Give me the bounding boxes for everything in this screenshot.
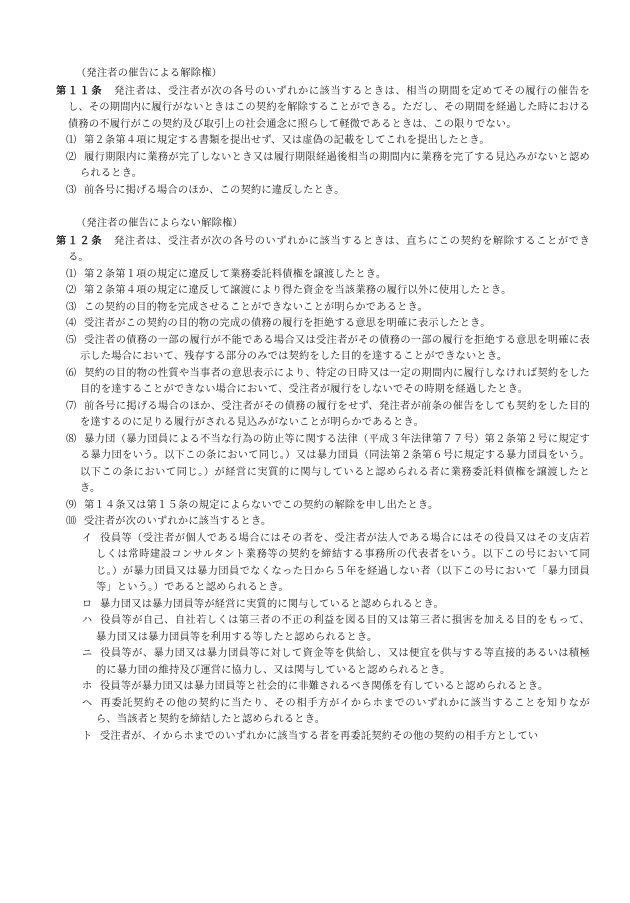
sub-item-label: ニ	[82, 648, 93, 659]
item-text: 第１４条又は第１５条の規定によらないでこの契約の解除を申し出たとき。	[84, 499, 439, 511]
article-12-item	[56, 333, 590, 366]
article-12-heading: （発注者の催告によらない解除権）	[76, 218, 243, 229]
article-12-item	[56, 366, 590, 399]
article-12-item	[56, 316, 590, 333]
article-11-item	[56, 133, 590, 150]
item-text: 第２条第４項の規定に違反して譲渡により得た資金を当該業務の履行以外に使用したとき。	[84, 285, 512, 296]
item-number: ⑺	[66, 400, 77, 412]
sub-item	[56, 597, 590, 614]
item-number: ⑴	[66, 135, 77, 146]
article-11-label: 第１１条	[56, 84, 104, 97]
item-number: ⑷	[66, 318, 77, 329]
item-text: 前各号に掲げる場合のほか、受注者がその債務の履行をせず、発注者が前条の催告をしても契約をした目的を達するのに足りる履行がされる見込みがないことが明らかであるとき。	[80, 400, 590, 428]
article-11-item	[56, 183, 590, 200]
sub-item	[56, 679, 590, 696]
item-text: 前各号に掲げる場合のほか、この契約に違反したとき。	[84, 184, 345, 196]
sub-item	[56, 531, 590, 597]
item-number: ⑽	[66, 516, 77, 527]
item-text: この契約の目的物を完成させることができないことが明らかであるとき。	[84, 301, 429, 313]
article-11-heading: （発注者の催告による解除権）	[76, 68, 223, 79]
sub-item-label: ハ	[82, 615, 93, 626]
sub-item	[56, 696, 590, 729]
sub-item	[56, 646, 590, 679]
item-number: ⑻	[66, 433, 77, 445]
item-text: 第２条第１項の規定に違反して業務委託料債権を譲渡したとき。	[84, 268, 387, 280]
article-12	[56, 233, 590, 267]
sub-item-label: イ	[82, 532, 93, 544]
item-text: 第２条第４項に規定する書類を提出せず、又は虚偽の記載をしてこれを提出したとき。	[84, 135, 490, 146]
article-12-item	[56, 432, 590, 498]
article-12-item	[56, 300, 590, 317]
item-number: ⑼	[66, 499, 77, 511]
sub-item-text: 役員等（受注者が個人である場合にはその者を、受注者が法人である場合にはその役員又はその支店若しくは常時建設コンサルタント業務等の契約を締結する事務所の代表者をいう。以下この号において同じ。）が暴力団員又は暴力団員でなくなった日から５年を経過しない者（以下この号において「暴力団員等」という。）であると認められるとき。	[96, 532, 590, 593]
item-number: ⑶	[66, 184, 77, 196]
article-12-item	[56, 514, 590, 531]
article-11-item	[56, 150, 590, 183]
article-11-text: 発注者は、受注者が次の各号のいずれかに該当するときは、相当の期間を定めてその履行の催告をし、その期間内に履行がないときはこの契約を解除することができる。ただし、その期間を経過した時における債務の不履行がこの契約及び取引上の社会通念に照らして軽微であるときは、この限りでない。	[68, 85, 590, 130]
item-number: ⑴	[66, 268, 77, 280]
article-11	[56, 83, 590, 134]
sub-item-label: ホ	[82, 681, 93, 692]
article-12-item	[56, 498, 590, 515]
sub-item-label: ヘ	[82, 697, 93, 709]
item-text: 契約の目的物の性質や当事者の意思表示により、特定の日時又は一定の期間内に履行しなければ契約をした目的を達することができない場合において、受注者が履行をしないでその時期を経過したとき。	[80, 367, 590, 395]
item-number: ⑵	[66, 151, 77, 163]
item-number: ⑹	[66, 367, 77, 379]
sub-item-text: 暴力団又は暴力団員等が経営に実質的に関与していると認められるとき。	[100, 598, 445, 610]
article-12-item	[56, 283, 590, 300]
item-text: 受注者がこの契約の目的物の完成の債務の履行を拒絶する意思を明確に表示したとき。	[84, 318, 491, 329]
article-12-item	[56, 399, 590, 432]
sub-item-text: 役員等が暴力団又は暴力団員等と社会的に非難されるべき関係を有していると認められるとき。	[100, 681, 549, 692]
article-12-text: 発注者は、受注者が次の各号のいずれかに該当するときは、直ちにこの契約を解除することができる。	[68, 235, 590, 263]
item-number: ⑵	[66, 285, 77, 296]
item-number: ⑸	[66, 334, 77, 346]
sub-item-text: 役員等が自己、自社若しくは第三者の不正の利益を図る目的又は第三者に損害を加える目的をもって、暴力団又は暴力団員等を利用する等したと認められるとき。	[96, 615, 590, 643]
sub-item-text: 受注者が、イからホまでのいずれかに該当する者を再委託契約その他の契約の相手方としてい	[100, 730, 539, 742]
sub-item-text: 役員等が、暴力団又は暴力団員等に対して資金等を供給し、又は便宜を供与する等直接的あるいは積極的に暴力団の維持及び運営に協力し、又は関与していると認められるとき。	[96, 648, 590, 676]
item-text: 履行期限内に業務が完了しないとき又は履行期限経過後相当の期間内に業務を完了する見込みがないと認められるとき。	[80, 151, 590, 179]
article-12-item	[56, 267, 590, 284]
sub-item	[56, 729, 590, 746]
item-number: ⑶	[66, 301, 77, 313]
sub-item-text: 再委託契約その他の契約に当たり、その相手方がイからホまでのいずれかに該当することを知りながら、当該者と契約を締結したと認められるとき。	[96, 697, 590, 725]
sub-item	[56, 613, 590, 646]
sub-item-label: ト	[82, 730, 93, 742]
item-text: 受注者が次のいずれかに該当するとき。	[84, 516, 272, 527]
article-12-label: 第１２条	[56, 234, 104, 247]
sub-item-label: ロ	[82, 598, 93, 610]
item-text: 暴力団（暴力団員による不当な行為の防止等に関する法律（平成３年法律第７７号）第２条第２号に規定する暴力団をいう。以下この条において同じ。）又は暴力団員（同法第２条第６号に規定する暴力団員をいう。以下この条において同じ。）が経営に実質的に関与していると認められる者に業務委託料債権を譲渡したとき。	[80, 433, 590, 494]
item-text: 受注者の債務の一部の履行が不能である場合又は受注者がその債務の一部の履行を拒絶する意思を明確に表示した場合において、残存する部分のみでは契約をした目的を達することができないとき。	[80, 334, 590, 362]
